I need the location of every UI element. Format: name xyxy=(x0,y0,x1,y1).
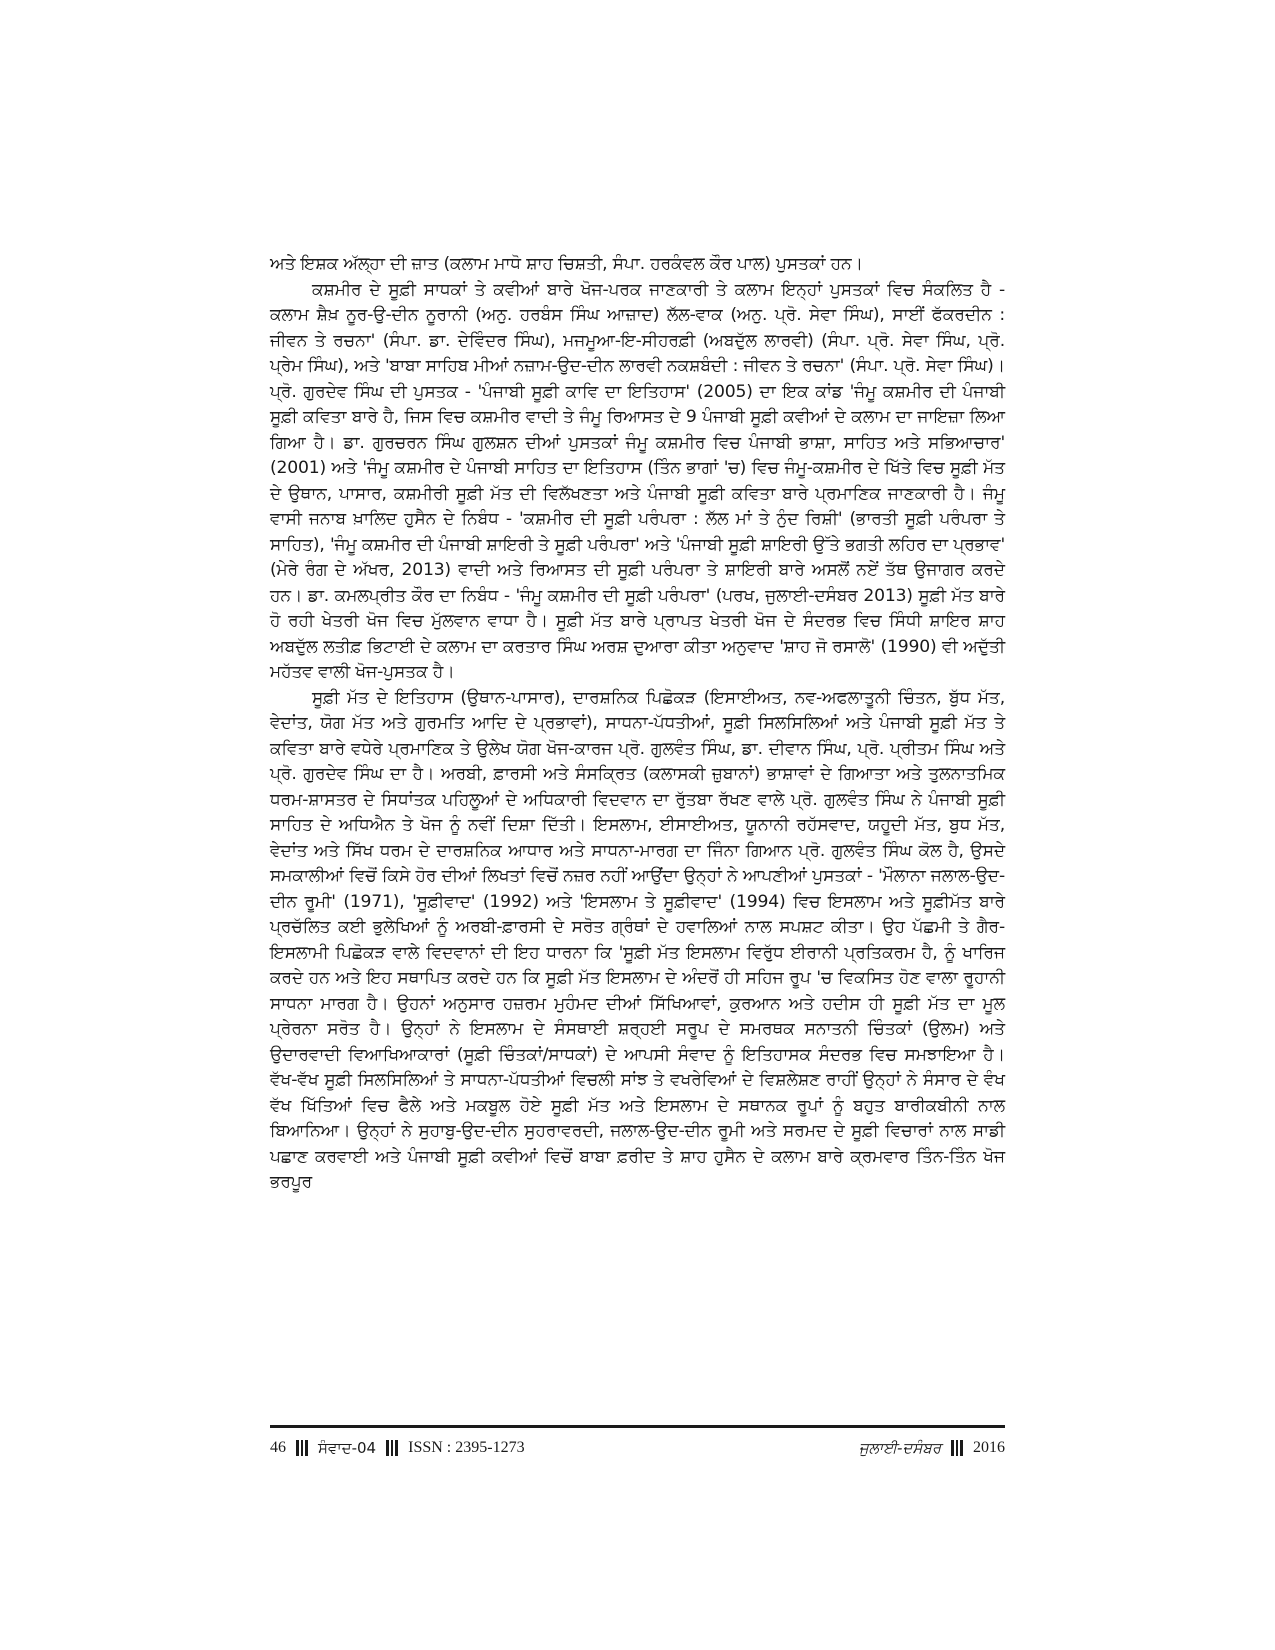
issue-period: ਜੁਲਾਈ-ਦਸੰਬਰ xyxy=(858,1439,941,1457)
paragraph-1: ਅਤੇ ਇਸ਼ਕ ਅੱਲ੍ਹਾ ਦੀ ਜ਼ਾਤ (ਕਲਾਮ ਮਾਧੋ ਸ਼ਾਹ ਚਿਸ਼ਤੀ, ਸੰਪਾ. ਹਰਕੰਵਲ ਕੌਰ ਪਾਲ) ਪੁਸਤਕਾਂ ਹਨ। xyxy=(270,254,863,274)
page-footer xyxy=(270,1437,1005,1459)
paragraph-3: ਸੂਫ਼ੀ ਮੱਤ ਦੇ ਇਤਿਹਾਸ (ਉਥਾਨ-ਪਾਸਾਰ), ਦਾਰਸ਼ਨਿਕ ਪਿਛੋਕੜ (ਇਸਾਈਅਤ, ਨਵ-ਅਫਲਾਤੂਨੀ ਚਿੰਤਨ, ਬੁੱਧ ਮੱਤ, ਵੇਦਾਂਤ, ਯੋਗ ਮੱਤ ਅਤੇ ਗੁਰਮਤਿ ਆਦਿ ਦੇ ਪ੍ਰਭਾਵਾਂ), ਸਾਧਨਾ-ਪੱਧਤੀਆਂ, ਸੂਫ਼ੀ ਸਿਲਸਿਲਿਆਂ ਅਤੇ ਪੰਜਾਬੀ ਸੂਫ਼ੀ ਮੱਤ ਤੇ ਕਵਿਤਾ ਬਾਰੇ ਵਧੇਰੇ ਪ੍ਰਮਾਣਿਕ ਤੇ ਉਲੇਖ ਯੋਗ ਖੋਜ-ਕਾਰਜ ਪ੍ਰੋ. ਗੁਲਵੰਤ ਸਿੰਘ, ਡਾ. ਦੀਵਾਨ ਸਿੰਘ, ਪ੍ਰੋ. ਪ੍ਰੀਤਮ ਸਿੰਘ ਅਤੇ ਪ੍ਰੋ. ਗੁਰਦੇਵ ਸਿੰਘ ਦਾ ਹੈ। ਅਰਬੀ, ਫ਼ਾਰਸੀ ਅਤੇ ਸੰਸਕ੍ਰਿਤ (ਕਲਾਸਕੀ ਜ਼ੁਬਾਨਾਂ) ਭਾਸ਼ਾਵਾਂ ਦੇ ਗਿਆਤਾ ਅਤੇ ਤੁਲਨਾਤਮਿਕ ਧਰਮ-ਸ਼ਾਸਤਰ ਦੇ ਸਿਧਾਂਤਕ ਪਹਿਲੂਆਂ ਦੇ ਅਧਿਕਾਰੀ ਵਿਦਵਾਨ ਦਾ ਰੁੱਤਬਾ ਰੱਖਣ ਵਾਲੇ ਪ੍ਰੋ. ਗੁਲਵੰਤ ਸਿੰਘ ਨੇ ਪੰਜਾਬੀ ਸੂਫ਼ੀ ਸਾਹਿਤ ਦੇ ਅਧਿਐਨ ਤੇ ਖੋਜ ਨੂੰ ਨਵੀਂ ਦਿਸ਼ਾ ਦਿੱਤੀ। ਇਸਲਾਮ, ਈਸਾਈਅਤ, ਯੂਨਾਨੀ ਰਹੱਸਵਾਦ, ਯਹੂਦੀ ਮੱਤ, ਬੁਧ ਮੱਤ, ਵੇਦਾਂਤ ਅਤੇ ਸਿੱਖ ਧਰਮ ਦੇ ਦਾਰਸ਼ਨਿਕ ਆਧਾਰ ਅਤੇ ਸਾਧਨਾ-ਮਾਰਗ ਦਾ ਜਿੰਨਾ ਗਿਆਨ ਪ੍ਰੋ. ਗੁਲਵੰਤ ਸਿੰਘ ਕੋਲ ਹੈ, ਉਸਦੇ ਸਮਕਾਲੀਆਂ ਵਿਚੋਂ ਕਿਸੇ ਹੋਰ ਦੀਆਂ ਲਿਖਤਾਂ ਵਿਚੋਂ ਨਜ਼ਰ ਨਹੀਂ ਆਉਂਦਾ ਉਨ੍ਹਾਂ ਨੇ ਆਪਣੀਆਂ ਪੁਸਤਕਾਂ - 'ਮੌਲਾਨਾ ਜਲਾਲ-ਉਦ-ਦੀਨ ਰੂਮੀ' (1971), 'ਸੂਫ਼ੀਵਾਦ' (1992) ਅਤੇ 'ਇਸਲਾਮ ਤੇ ਸੂਫ਼ੀਵਾਦ' (1994) ਵਿਚ ਇਸਲਾਮ ਅਤੇ ਸੂਫ਼ੀਮੱਤ ਬਾਰੇ ਪ੍ਰਚੱਲਿਤ ਕਈ ਭੁਲੇਖਿਆਂ ਨੂੰ ਅਰਬੀ-ਫ਼ਾਰਸੀ ਦੇ ਸਰੋਤ ਗ੍ਰੰਥਾਂ ਦੇ ਹਵਾਲਿਆਂ ਨਾਲ ਸਪਸ਼ਟ ਕੀਤਾ। ਉਹ ਪੱਛਮੀ ਤੇ ਗੈਰ-ਇਸਲਾਮੀ ਪਿਛੋਕੜ ਵਾਲੇ ਵਿਦਵਾਨਾਂ ਦੀ ਇਹ ਧਾਰਨਾ ਕਿ 'ਸੂਫ਼ੀ ਮੱਤ ਇਸਲਾਮ ਵਿਰੁੱਧ ਈਰਾਨੀ ਪ੍ਰਤਿਕਰਮ ਹੈ, ਨੂੰ ਖਾਰਿਜ ਕਰਦੇ ਹਨ ਅਤੇ ਇਹ ਸਥਾਪਿਤ ਕਰਦੇ ਹਨ ਕਿ ਸੂਫ਼ੀ ਮੱਤ ਇਸਲਾਮ ਦੇ ਅੰਦਰੋਂ ਹੀ ਸਹਿਜ ਰੂਪ 'ਚ ਵਿਕਸਿਤ ਹੋਣ ਵਾਲਾ ਰੂਹਾਨੀ ਸਾਧਨਾ ਮਾਰਗ ਹੈ। ਉਹਨਾਂ ਅਨੁਸਾਰ ਹਜ਼ਰਮ ਮੁਹੰਮਦ ਦੀਆਂ ਸਿੱਖਿਆਵਾਂ, ਕੁਰਆਨ ਅਤੇ ਹਦੀਸ ਹੀ ਸੂਫ਼ੀ ਮੱਤ ਦਾ ਮੂਲ ਪ੍ਰੇਰਨਾ ਸਰੋਤ ਹੈ। ਉਨ੍ਹਾਂ ਨੇ ਇਸਲਾਮ ਦੇ ਸੰਸਥਾਈ ਸ਼ਰ੍ਹਈ ਸਰੂਪ ਦੇ ਸਮਰਥਕ ਸਨਾਤਨੀ ਚਿੰਤਕਾਂ (ਉਲਮ) ਅਤੇ ਉਦਾਰਵਾਦੀ ਵਿਆਖਿਆਕਾਰਾਂ (ਸੂਫ਼ੀ ਚਿੰਤਕਾਂ/ਸਾਧਕਾਂ) ਦੇ ਆਪਸੀ ਸੰਵਾਦ ਨੂੰ ਇਤਿਹਾਸਕ ਸੰਦਰਭ ਵਿਚ ਸਮਝਾਇਆ ਹੈ। ਵੱਖ-ਵੱਖ ਸੂਫ਼ੀ ਸਿਲਸਿਲਿਆਂ ਤੇ ਸਾਧਨਾ-ਪੱਧਤੀਆਂ ਵਿਚਲੀ ਸਾਂਝ ਤੇ ਵਖਰੇਵਿਆਂ ਦੇ ਵਿਸ਼ਲੇਸ਼ਣ ਰਾਹੀਂ ਉਨ੍ਹਾਂ ਨੇ ਸੰਸਾਰ ਦੇ ਵੰਖ ਵੱਖ ਖਿੱਤਿਆਂ ਵਿਚ ਫੈਲੇ ਅਤੇ ਮਕਬੂਲ ਹੋਏ ਸੂਫ਼ੀ ਮੱਤ ਅਤੇ ਇਸਲਾਮ ਦੇ ਸਥਾਨਕ ਰੂਪਾਂ ਨੂੰ ਬਹੁਤ ਬਾਰੀਕਬੀਨੀ ਨਾਲ ਬਿਆਨਿਆ। ਉਨ੍ਹਾਂ ਨੇ ਸੁਹਾਬੁ-ਉਦ-ਦੀਨ ਸੁਹਰਾਵਰਦੀ, ਜਲਾਲ-ਉਦ-ਦੀਨ ਰੂਮੀ ਅਤੇ ਸਰਮਦ ਦੇ ਸੂਫ਼ੀ ਵਿਚਾਰਾਂ ਨਾਲ ਸਾਡੀ ਪਛਾਣ ਕਰਵਾਈ ਅਤੇ ਪੰਜਾਬੀ ਸੂਫ਼ੀ ਕਵੀਆਂ ਵਿਚੋਂ ਬਾਬਾ ਫ਼ਰੀਦ ਤੇ ਸ਼ਾਹ ਹੁਸੈਨ ਦੇ ਕਲਾਮ ਬਾਰੇ ਕ੍ਰਮਵਾਰ ਤਿੰਨ-ਤਿੰਨ ਖੋਜ ਭਰਪੂਰ xyxy=(270,687,1005,1192)
article-body xyxy=(270,252,1005,1196)
journal-name: ਸੰਵਾਦ-04 xyxy=(318,1439,377,1457)
paragraph-2: ਕਸ਼ਮੀਰ ਦੇ ਸੂਫ਼ੀ ਸਾਧਕਾਂ ਤੇ ਕਵੀਆਂ ਬਾਰੇ ਖੋਜ-ਪਰਕ ਜਾਣਕਾਰੀ ਤੇ ਕਲਾਮ ਇਨ੍ਹਾਂ ਪੁਸਤਕਾਂ ਵਿਚ ਸੰਕਲਿਤ ਹੈ - ਕਲਾਮ ਸ਼ੈਖ਼ ਨੂਰ-ਉ-ਦੀਨ ਨੂਰਾਨੀ (ਅਨੁ. ਹਰਬੰਸ ਸਿੰਘ ਆਜ਼ਾਦ) ਲੱਲ-ਵਾਕ (ਅਨੁ. ਪ੍ਰੋ. ਸੇਵਾ ਸਿੰਘ), ਸਾਈਂ ਫੱਕਰਦੀਨ : ਜੀਵਨ ਤੇ ਰਚਨਾ' (ਸੰਪਾ. ਡਾ. ਦੇਵਿੰਦਰ ਸਿੰਘ), ਮਜਮੂਆ-ਇ-ਸੀਹਰਫ਼ੀ (ਅਬਦੁੱਲ ਲਾਰਵੀ) (ਸੰਪਾ. ਪ੍ਰੋ. ਸੇਵਾ ਸਿੰਘ, ਪ੍ਰੋ. ਪ੍ਰੇਮ ਸਿੰਘ), ਅਤੇ 'ਬਾਬਾ ਸਾਹਿਬ ਮੀਆਂ ਨਜ਼ਾਮ-ਉਦ-ਦੀਨ ਲਾਰਵੀ ਨਕਸ਼ਬੰਦੀ : ਜੀਵਨ ਤੇ ਰਚਨਾ' (ਸੰਪਾ. ਪ੍ਰੋ. ਸੇਵਾ ਸਿੰਘ)। ਪ੍ਰੋ. ਗੁਰਦੇਵ ਸਿੰਘ ਦੀ ਪੁਸਤਕ - 'ਪੰਜਾਬੀ ਸੂਫ਼ੀ ਕਾਵਿ ਦਾ ਇਤਿਹਾਸ' (2005) ਦਾ ਇਕ ਕਾਂਡ 'ਜੰਮੂ ਕਸ਼ਮੀਰ ਦੀ ਪੰਜਾਬੀ ਸੂਫ਼ੀ ਕਵਿਤਾ ਬਾਰੇ ਹੈ, ਜਿਸ ਵਿਚ ਕਸ਼ਮੀਰ ਵਾਦੀ ਤੇ ਜੰਮੂ ਰਿਆਸਤ ਦੇ 9 ਪੰਜਾਬੀ ਸੂਫ਼ੀ ਕਵੀਆਂ ਦੇ ਕਲਾਮ ਦਾ ਜਾਇਜ਼ਾ ਲਿਆ ਗਿਆ ਹੈ। ਡਾ. ਗੁਰਚਰਨ ਸਿੰਘ ਗੁਲਸ਼ਨ ਦੀਆਂ ਪੁਸਤਕਾਂ ਜੰਮੂ ਕਸ਼ਮੀਰ ਵਿਚ ਪੰਜਾਬੀ ਭਾਸ਼ਾ, ਸਾਹਿਤ ਅਤੇ ਸਭਿਆਚਾਰ' (2001) ਅਤੇ 'ਜੰਮੂ ਕਸ਼ਮੀਰ ਦੇ ਪੰਜਾਬੀ ਸਾਹਿਤ ਦਾ ਇਤਿਹਾਸ (ਤਿੰਨ ਭਾਗਾਂ 'ਚ) ਵਿਚ ਜੰਮੂ-ਕਸ਼ਮੀਰ ਦੇ ਖਿੱਤੇ ਵਿਚ ਸੂਫ਼ੀ ਮੱਤ ਦੇ ਉਥਾਨ, ਪਾਸਾਰ, ਕਸ਼ਮੀਰੀ ਸੂਫ਼ੀ ਮੱਤ ਦੀ ਵਿਲੱਖਣਤਾ ਅਤੇ ਪੰਜਾਬੀ ਸੂਫ਼ੀ ਕਵਿਤਾ ਬਾਰੇ ਪ੍ਰਮਾਣਿਕ ਜਾਣਕਾਰੀ ਹੈ। ਜੰਮੂ ਵਾਸੀ ਜਨਾਬ ਖ਼ਾਲਿਦ ਹੁਸੈਨ ਦੇ ਨਿਬੰਧ - 'ਕਸ਼ਮੀਰ ਦੀ ਸੂਫ਼ੀ ਪਰੰਪਰਾ : ਲੱਲ ਮਾਂ ਤੇ ਨੁੰਦ ਰਿਸ਼ੀ' (ਭਾਰਤੀ ਸੂਫ਼ੀ ਪਰੰਪਰਾ ਤੇ ਸਾਹਿਤ), 'ਜੰਮੂ ਕਸ਼ਮੀਰ ਦੀ ਪੰਜਾਬੀ ਸ਼ਾਇਰੀ ਤੇ ਸੂਫ਼ੀ ਪਰੰਪਰਾ' ਅਤੇ 'ਪੰਜਾਬੀ ਸੂਫ਼ੀ ਸ਼ਾਇਰੀ ਉੱਤੇ ਭਗਤੀ ਲਹਿਰ ਦਾ ਪ੍ਰਭਾਵ' (ਮੇਰੇ ਰੰਗ ਦੇ ਅੱਖਰ, 2013) ਵਾਦੀ ਅਤੇ ਰਿਆਸਤ ਦੀ ਸੂਫ਼ੀ ਪਰੰਪਰਾ ਤੇ ਸ਼ਾਇਰੀ ਬਾਰੇ ਅਸਲੋਂ ਨਏਂ ਤੱਥ ਉਜਾਗਰ ਕਰਦੇ ਹਨ। ਡਾ. ਕਮਲਪ੍ਰੀਤ ਕੌਰ ਦਾ ਨਿਬੰਧ - 'ਜੰਮੂ ਕਸ਼ਮੀਰ ਦੀ ਸੂਫ਼ੀ ਪਰੰਪਰਾ' (ਪਰਖ, ਜੁਲਾਈ-ਦਸੰਬਰ 2013) ਸੂਫ਼ੀ ਮੱਤ ਬਾਰੇ ਹੋ ਰਹੀ ਖੇਤਰੀ ਖੋਜ ਵਿਚ ਮੁੱਲਵਾਨ ਵਾਧਾ ਹੈ। ਸੂਫ਼ੀ ਮੱਤ ਬਾਰੇ ਪ੍ਰਾਪਤ ਖੇਤਰੀ ਖੋਜ ਦੇ ਸੰਦਰਭ ਵਿਚ ਸਿੰਧੀ ਸ਼ਾਇਰ ਸ਼ਾਹ ਅਬਦੁੱਲ ਲਤੀਫ਼ ਭਿਟਾਈ ਦੇ ਕਲਾਮ ਦਾ ਕਰਤਾਰ ਸਿੰਘ ਅਰਸ਼ ਦੁਆਰਾ ਕੀਤਾ ਅਨੁਵਾਦ 'ਸ਼ਾਹ ਜੋ ਰਸਾਲੋ' (1990) ਵੀ ਅਦੁੱਤੀ ਮਹੱਤਵ ਵਾਲੀ ਖੋਜ-ਪੁਸਤਕ ਹੈ। xyxy=(270,279,1005,682)
footer-rule xyxy=(270,1425,1005,1428)
issue-year: 2016 xyxy=(973,1439,1005,1456)
page-number: 46 xyxy=(270,1439,286,1456)
issn: ISSN : 2395-1273 xyxy=(408,1439,525,1456)
footer-left xyxy=(270,1439,525,1457)
footer-right xyxy=(859,1439,1005,1457)
separator-bars-icon xyxy=(386,1440,398,1456)
separator-bars-icon xyxy=(296,1440,308,1456)
separator-bars-icon xyxy=(951,1440,963,1456)
